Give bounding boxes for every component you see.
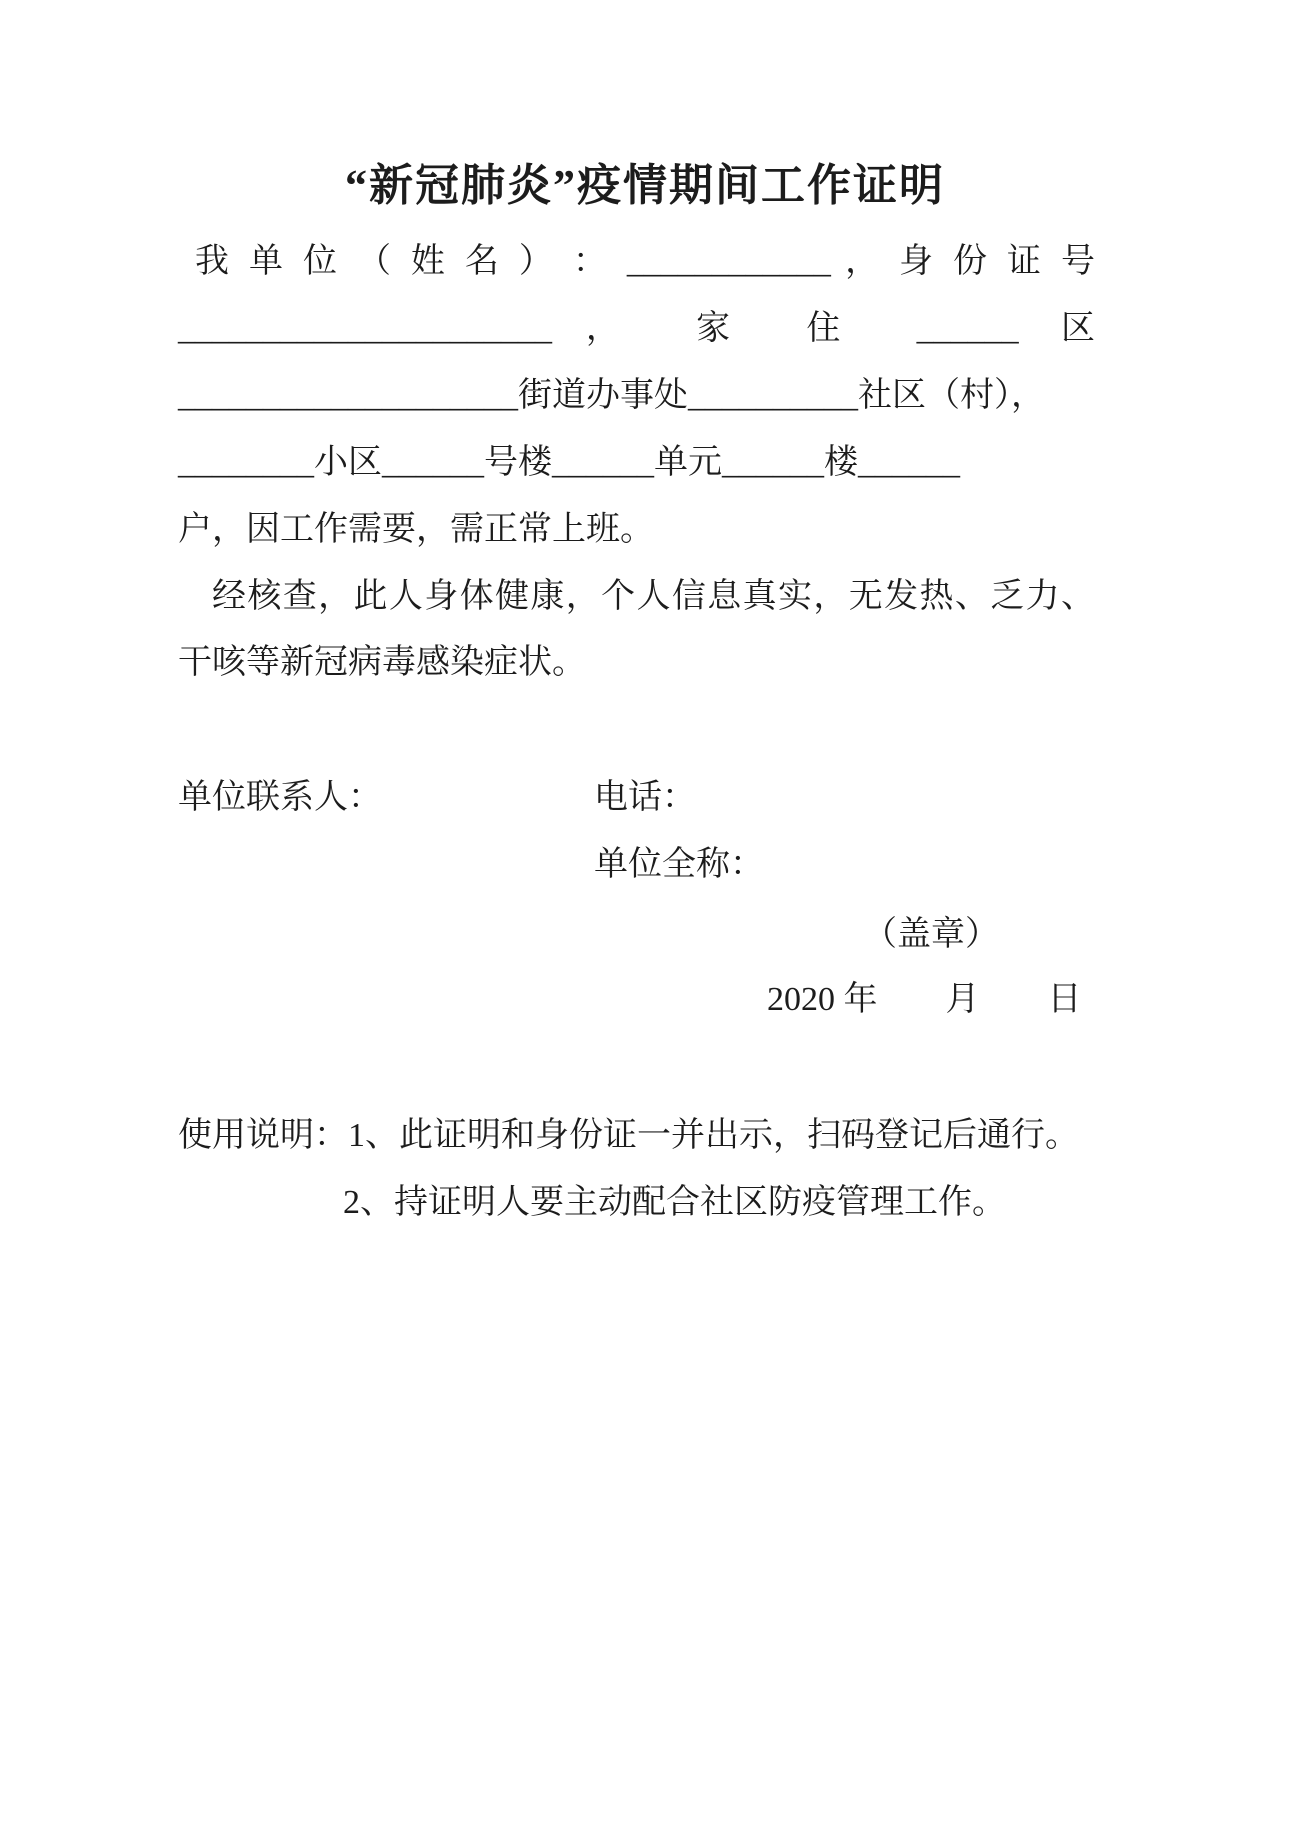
form-line-work-need: 户，因工作需要，需正常上班。 [178,511,654,548]
form-line-unit-name: 我 单 位 （ 姓 名 ） ： ____________ ， 身 份 证 号 [195,243,1095,280]
seal-label: （盖章） [863,916,999,953]
document-title: “新冠肺炎”疫情期间工作证明 [345,161,945,210]
contact-person-label: 单位联系人： [178,779,382,816]
form-line-symptoms: 干咳等新冠病毒感染症状。 [178,644,586,681]
form-line-health-check: 经核查，此人身体健康，个人信息真实，无发热、乏力、 [212,578,1095,615]
phone-label: 电话： [594,779,696,816]
form-line-street-office-community: ____________________街道办事处__________社区（村）， [178,377,1045,414]
form-line-id-number-residence: ______________________， 家 住 ______ 区 [178,310,1095,347]
date-line: 2020 年 月 日 [767,981,1082,1018]
instructions-line-2: 2、持证明人要主动配合社区防疫管理工作。 [343,1184,1006,1221]
company-name-label: 单位全称： [594,846,764,883]
instructions-line-1: 使用说明：1、此证明和身份证一并出示，扫码登记后通行。 [178,1117,1079,1154]
form-line-building-unit-floor: ________小区______号楼______单元______楼______ [178,444,960,481]
